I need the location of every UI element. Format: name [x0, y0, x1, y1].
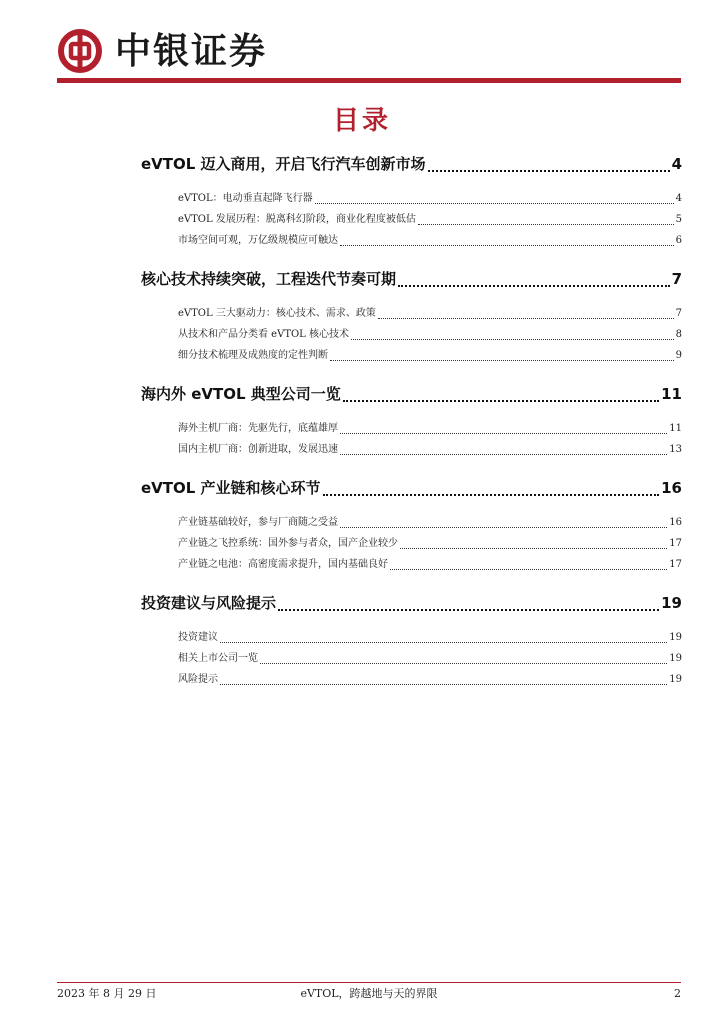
footer-date: 2023 年 8 月 29 日 — [57, 987, 157, 1000]
toc-section — [141, 474, 682, 575]
dot-leader — [315, 203, 674, 204]
toc-subsection-title: eVTOL：电动垂直起降飞行器 — [178, 193, 313, 204]
dot-leader — [340, 527, 667, 528]
toc-subsection-entry[interactable] — [178, 345, 682, 366]
dot-leader — [378, 318, 674, 319]
toc-subsection-title: 风险提示 — [178, 674, 218, 685]
toc-subsection-entry[interactable] — [178, 554, 682, 575]
dot-leader — [398, 285, 670, 287]
toc-section — [141, 265, 682, 366]
toc-subsection-page: 4 — [675, 193, 682, 204]
toc-subsection-title: 相关上市公司一览 — [178, 653, 258, 664]
toc-subsection-entry[interactable] — [178, 230, 682, 251]
toc-section-page: 7 — [671, 270, 682, 288]
toc-section — [141, 380, 682, 460]
toc-subsection-title: 产业链之电池：高密度需求提升，国内基础良好 — [178, 559, 388, 570]
toc-subsection-list — [141, 512, 682, 575]
toc-subsection-title: eVTOL 三大驱动力：核心技术、需求、政策 — [178, 308, 376, 319]
page-footer — [57, 985, 681, 1003]
toc-title: 目录 — [332, 106, 391, 136]
toc-subsection-title: 从技术和产品分类看 eVTOL 核心技术 — [178, 329, 350, 340]
dot-leader — [220, 642, 667, 643]
toc-subsection-title: 产业链之飞控系统：国外参与者众，国产企业较少 — [178, 538, 398, 549]
footer-report-title: eVTOL，跨越地与天的界限 — [300, 987, 438, 1000]
toc-subsection-page: 7 — [675, 308, 682, 319]
toc-subsection-entry[interactable] — [178, 627, 682, 648]
dot-leader — [323, 494, 660, 496]
toc-subsection-page: 8 — [675, 329, 682, 340]
toc-subsection-title: 国内主机厂商：创新进取，发展迅速 — [178, 444, 338, 455]
toc-subsection-list — [141, 627, 682, 690]
toc-subsection-entry[interactable] — [178, 209, 682, 230]
toc-section-title: eVTOL 迈入商用，开启飞行汽车创新市场 — [141, 155, 426, 173]
toc-subsection-list — [141, 303, 682, 366]
toc-subsection-list — [141, 418, 682, 460]
dot-leader — [418, 224, 674, 225]
dot-leader — [260, 663, 667, 664]
toc-section — [141, 150, 682, 251]
toc-subsection-page: 5 — [675, 214, 682, 225]
toc-section-page: 11 — [661, 385, 682, 403]
page-header — [57, 28, 681, 84]
footer-page-number: 2 — [674, 987, 681, 1000]
toc-section-page: 16 — [661, 479, 682, 497]
toc-section-title: 海内外 eVTOL 典型公司一览 — [141, 385, 341, 403]
toc-subsection-page: 11 — [669, 423, 682, 434]
toc-section-entry[interactable] — [141, 150, 682, 178]
table-of-contents — [141, 150, 682, 690]
toc-section-entry[interactable] — [141, 589, 682, 617]
brand-name: 中银证券 — [115, 31, 268, 72]
toc-subsection-title: 海外主机厂商：先驱先行，底蕴雄厚 — [178, 423, 338, 434]
toc-subsection-entry[interactable] — [178, 418, 682, 439]
toc-section-title: 投资建议与风险提示 — [141, 594, 277, 612]
dot-leader — [351, 339, 674, 340]
toc-section — [141, 589, 682, 690]
bank-of-china-logo-icon — [57, 28, 103, 74]
toc-subsection-entry[interactable] — [178, 324, 682, 345]
toc-section-title: eVTOL 产业链和核心环节 — [141, 479, 321, 497]
toc-subsection-page: 17 — [669, 559, 682, 570]
toc-subsection-page: 13 — [669, 444, 682, 455]
dot-leader — [343, 400, 659, 402]
dot-leader — [340, 245, 674, 246]
dot-leader — [220, 684, 667, 685]
toc-subsection-entry[interactable] — [178, 648, 682, 669]
toc-subsection-title: 市场空间可观，万亿级规模应可触达 — [178, 235, 338, 246]
toc-subsection-list — [141, 188, 682, 251]
dot-leader — [330, 360, 674, 361]
toc-subsection-entry[interactable] — [178, 188, 682, 209]
toc-subsection-page: 6 — [675, 235, 682, 246]
toc-section-title: 核心技术持续突破，工程迭代节奏可期 — [141, 270, 397, 288]
toc-subsection-title: 投资建议 — [178, 632, 218, 643]
toc-section-entry[interactable] — [141, 474, 682, 502]
toc-subsection-title: 细分技术梳理及成熟度的定性判断 — [178, 350, 328, 361]
toc-subsection-entry[interactable] — [178, 512, 682, 533]
header-divider — [57, 78, 681, 83]
toc-subsection-entry[interactable] — [178, 439, 682, 460]
toc-subsection-page: 9 — [675, 350, 682, 361]
dot-leader — [400, 548, 667, 549]
toc-subsection-page: 19 — [669, 632, 682, 643]
toc-subsection-entry[interactable] — [178, 669, 682, 690]
dot-leader — [390, 569, 667, 570]
dot-leader — [278, 609, 659, 611]
toc-section-page: 4 — [671, 155, 682, 173]
toc-subsection-page: 17 — [669, 538, 682, 549]
dot-leader — [340, 454, 667, 455]
dot-leader — [428, 170, 670, 172]
toc-subsection-title: eVTOL 发展历程：脱离科幻阶段，商业化程度被低估 — [178, 214, 416, 225]
dot-leader — [340, 433, 667, 434]
toc-subsection-page: 19 — [669, 674, 682, 685]
toc-subsection-page: 19 — [669, 653, 682, 664]
toc-subsection-title: 产业链基础较好，参与厂商随之受益 — [178, 517, 338, 528]
toc-subsection-entry[interactable] — [178, 303, 682, 324]
toc-subsection-entry[interactable] — [178, 533, 682, 554]
footer-divider — [57, 982, 681, 983]
toc-section-entry[interactable] — [141, 265, 682, 293]
toc-section-entry[interactable] — [141, 380, 682, 408]
toc-section-page: 19 — [661, 594, 682, 612]
toc-subsection-page: 16 — [669, 517, 682, 528]
